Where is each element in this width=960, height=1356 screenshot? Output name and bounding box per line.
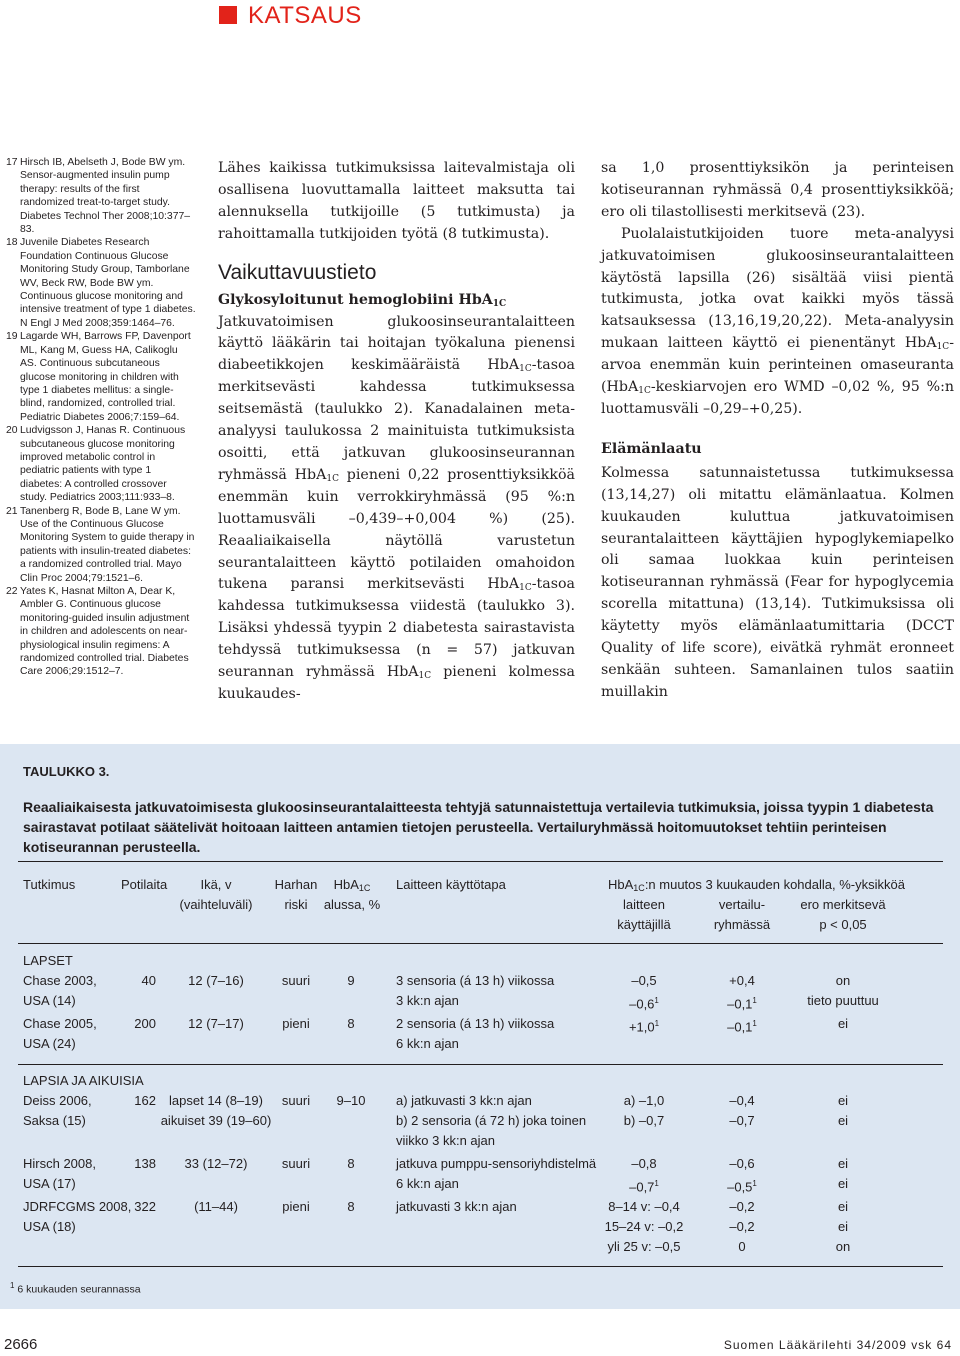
col-header-patients: Potilaita	[121, 877, 168, 892]
cell-significance: on tieto puuttuu	[807, 973, 879, 1008]
cell-risk: pieni	[282, 1199, 310, 1214]
col-header-significant: ero merkitsevä p < 0,05	[800, 897, 886, 932]
cell-age: 12 (7–17)	[188, 1016, 244, 1031]
cell-significance: ei ei	[837, 1156, 849, 1191]
cell-age: 33 (12–72)	[184, 1156, 248, 1171]
reference-number: 19	[6, 331, 18, 343]
cell-comparison-change: –0,4 –0,7	[729, 1093, 755, 1128]
cell-hba1c: 9	[347, 973, 355, 988]
subheading-hba1c: Glykosyloitunut hemoglobiini HbA$_{1C}$	[218, 291, 507, 309]
cell-study: Chase 2005, USA (24)	[23, 1016, 97, 1051]
cell-risk: suuri	[281, 1156, 311, 1171]
reference-text: Lagarde WH, Barrows FP, Davenport ML, Kang M, Guess HA, Calikoglu AS. Continuous subcutaneous glucose monitoring in children with type 1 diabetes mellitus: a single-blind, randomized, controlled trial. Pediatric Diabetes 2006;7:159–64.	[20, 331, 191, 423]
reference-item	[6, 236, 196, 330]
reference-item	[6, 505, 196, 585]
col-header-age: Ikä, v (vaihteluväli)	[179, 877, 253, 912]
reference-text: Ludvigsson J, Hanas R. Continuous subcutaneous glucose monitoring improved metabolic control in pediatric patients with type 1 diabetes: A controlled crossover study. Pediatrics 2003;111:933–8.	[20, 425, 186, 504]
reference-text: Hirsch IB, Abelseth J, Bode BW ym. Sensor-augmented insulin pump therapy: results of the first randomized treat-to-target study. Diabetes Technol Ther 2008;10:377–83.	[20, 157, 191, 236]
intro-paragraph: Lähes kaikissa tutkimuksissa laitevalmistaja oli osallisena luovuttamalla laitteet maksutta tai alennuksella tutkijoille (5 tutkimusta) ja rahoittamalla tutkijoiden työtä (8 tutkimusta).	[218, 160, 575, 242]
group-label-children-and-adults: LAPSIA JA AIKUISIA	[23, 1073, 144, 1088]
cell-risk: suuri	[281, 1093, 311, 1108]
cell-hba1c: 9–10	[336, 1093, 366, 1108]
effectiveness-paragraph: Jatkuvatoimisen glukoosinseurantalaitteen käyttö lääkärin tai hoitajan työkaluna pienensi diabeetikkojen keskimääräistä HbA$_{1C}$-tasoa merkitsevästi kahdessa tutkimuksessa seitsemästä (taulukko 2). Kanadalainen meta-analyysi taulukossa 2 mainituista tutkimuksista osoitti, että jatkuvan glukoosinseurannan ryhmässä HbA$_{1C}$ pieneni 0,22 prosenttiyksikköä enemmän kuin verrokkiryhmässä (95 %:n luottamusväli –0,439–+0,004 %) (25). Reaaliaikaisella näytöllä varustetun seurantalaitteen käyttö potilaiden omahoidon tukena paransi merkitsevästi HbA$_{1C}$-tasoa kahdessa tutkimuksessa viidestä (taulukko 3). Lisäksi yhdessä tyypin 2 diabetesta sairastavista tehdyssä tutkimuksessa (n = 57) jatkuvan seurannan ryhmässä HbA$_{1C}$ pieneni kolmessa kuukaudes-	[218, 313, 575, 702]
group-label-children: LAPSET	[23, 953, 73, 968]
cell-significance: ei	[837, 1016, 849, 1031]
reference-text: Juvenile Diabetes Research Foundation Continuous Glucose Monitoring Study Group, Tamborlane WV, Beck RW, Bode BW ym. Continuous glucose monitoring and intensive treatment of type 1 diabetes. N Engl J Med 2008;359:1464–76.	[20, 237, 196, 329]
table-label: TAULUKKO 3.	[23, 764, 110, 779]
cell-study: Hirsch 2008, USA (17)	[23, 1156, 96, 1191]
cell-significance: ei ei	[837, 1093, 849, 1128]
section-title: KATSAUS	[248, 2, 362, 29]
cell-hba1c: 8	[347, 1156, 355, 1171]
cell-patients: 40	[141, 973, 156, 988]
cell-comparison-change: –0,2 –0,2 0	[729, 1199, 755, 1254]
col-header-study: Tutkimus	[23, 877, 76, 892]
cell-comparison-change: –0,6 $-0,5^1$	[727, 1156, 757, 1195]
cell-comparison-change: $-0,1^1$	[727, 1019, 757, 1035]
cell-patients: 322	[134, 1199, 156, 1214]
col-header-usage: Laitteen käyttötapa	[396, 877, 506, 892]
table-rule	[18, 861, 943, 862]
col-header-change: HbA$_{1C}$:n muutos 3 kuukauden kohdalla, %-yksikköä	[608, 877, 905, 893]
table-footnote: $^1$ 6 kuukauden seurannassa	[10, 1281, 141, 1296]
journal-name: Suomen Lääkärilehti 34/2009 vsk 64	[723, 1338, 952, 1352]
cell-usage: jatkuvasti 3 kk:n ajan	[396, 1199, 517, 1214]
reference-text: Tanenberg R, Bode B, Lane W ym. Use of the Continuous Glucose Monitoring System to guide therapy in patients with insulin-treated diabetes: a randomized controlled trial. Mayo Clin Proc 2004;79:1521–6.	[20, 505, 195, 584]
cell-risk: suuri	[281, 973, 311, 988]
continuation-paragraph: sa 1,0 prosenttiyksikön ja perinteisen kotiseurannan ryhmässä 0,4 prosenttiyksikköä; ero oli tilastollisesti merkitsevä (23).	[601, 160, 954, 220]
cell-age: (11–44)	[194, 1199, 238, 1214]
reference-number: 18	[6, 237, 18, 249]
section-marker	[219, 6, 237, 24]
cell-hba1c: 8	[347, 1199, 355, 1214]
cell-study: Chase 2003, USA (14)	[23, 973, 97, 1008]
meta-analysis-paragraph: Puolalaistutkijoiden tuore meta-analyysi jatkuvatoimisen glukoosinseurantalaitteen käytöstä lapsilla (26) sisältää viisi pientä tutkimusta, jotka ovat kaikki myös tässä katsauksessa (13,16,19,20,22). Meta-analyysin mukaan laitteen käyttö ei pienentänyt HbA$_{1C}$-arvoa enemmän kuin perinteinen omaseuranta (HbA$_{1C}$-keskiarvojen ero WMD –0,02 %, 95 %:n luottamusväli –0,29–+0,25).	[601, 225, 954, 417]
cell-usage: jatkuva pumppu-sensoriyhdistelmä 6 kk:n ajan	[396, 1156, 597, 1191]
cell-device-change: a) –1,0 b) –0,7	[623, 1093, 665, 1128]
table-rule	[18, 943, 943, 944]
cell-study: Deiss 2006, Saksa (15)	[23, 1093, 92, 1128]
col-header-comparison: vertailu- ryhmässä	[713, 897, 771, 932]
reference-text: Yates K, Hasnat Milton A, Dear K, Ambler G. Continuous glucose monitoring-guided insulin adjustment in children and adolescents on near-physiological insulin regimens: A randomized controlled trial. Diabetes Care 2006;29:1512–7.	[20, 586, 190, 678]
reference-item	[6, 424, 196, 504]
cell-significance: ei ei on	[835, 1199, 851, 1254]
page-number: 2666	[4, 1336, 38, 1353]
cell-hba1c: 8	[347, 1016, 355, 1031]
col-header-device-users: laitteen käyttäjillä	[617, 897, 671, 932]
cell-device-change: 8–14 v: –0,4 15–24 v: –0,2 yli 25 v: –0,5	[604, 1199, 684, 1254]
reference-item	[6, 330, 196, 424]
table-rule	[18, 1064, 943, 1065]
cell-study: JDRFCGMS 2008, USA (18)	[23, 1199, 132, 1234]
reference-number: 17	[6, 157, 18, 168]
cell-risk: pieni	[282, 1016, 310, 1031]
section-heading-quality-of-life: Elämänlaatu	[601, 440, 702, 457]
cell-comparison-change: +0,4 $-0,1^1$	[727, 973, 757, 1012]
cell-age: lapset 14 (8–19) aikuiset 39 (19–60)	[160, 1093, 272, 1128]
section-heading-effectiveness: Vaikuttavuustieto	[218, 260, 377, 284]
cell-patients: 162	[134, 1093, 156, 1108]
reference-number: 20	[6, 425, 18, 437]
cell-device-change: –0,5 $-0,6^1$	[629, 973, 659, 1012]
quality-of-life-paragraph: Kolmessa satunnaistetussa tutkimuksessa (13,14,27) oli mitattu elämänlaatua. Kolmen kuukauden kuluttua jatkuvatoimisen seurantalaitteen käyttäjien hypoglykemiapelko oli samaa luokkaa kuin perinteisen kotiseurannan ryhmässä (Fear for hypoglycemia scorella mitattuna) (13,14). Tutkimuksissa oli käytetty myös elämänlaatumittaria (DCCT Quality of life score), eivätkä ryhmät eronneet senkään suhteen. Samanlainen tulos saatiin muillakin	[601, 464, 954, 700]
table-caption: Reaaliaikaisesta jatkuvatoimisesta glukoosinseurantalaitteesta tehtyjä satunnaistettuja vertailevia tutkimuksia, joissa tyypin 1 diabetesta sairastavat potilaat säätelivät hoitoaan laitteen antamien tietojen perusteella. Vertailuryhmässä hoitomuutokset tehtiin perinteisen kotiseurannan perusteella.	[23, 799, 934, 855]
cell-patients: 138	[134, 1156, 156, 1171]
reference-list	[6, 156, 196, 679]
col-header-risk: Harhan riski	[274, 877, 318, 912]
reference-item	[6, 585, 196, 679]
cell-patients: 200	[134, 1016, 156, 1031]
col-header-hba1c-baseline: HbA$_{1C}$ alussa, %	[323, 877, 381, 912]
cell-usage: 2 sensoria (á 13 h) viikossa 6 kk:n ajan	[396, 1016, 555, 1051]
body-column-2	[601, 158, 954, 704]
cell-device-change: –0,8 $-0,7^1$	[629, 1156, 659, 1195]
cell-usage: 3 sensoria (á 13 h) viikossa 3 kk:n ajan	[396, 973, 555, 1008]
cell-device-change: $+1,0^1$	[628, 1019, 660, 1035]
reference-item	[6, 156, 196, 236]
table-rule	[18, 1266, 943, 1267]
cell-age: 12 (7–16)	[188, 973, 244, 988]
cell-usage: a) jatkuvasti 3 kk:n ajan b) 2 sensoria (á 72 h) joka toinen viikko 3 kk:n ajan	[396, 1093, 587, 1148]
reference-number: 22	[6, 586, 18, 597]
body-column-1	[218, 158, 575, 706]
reference-number: 21	[6, 505, 18, 517]
